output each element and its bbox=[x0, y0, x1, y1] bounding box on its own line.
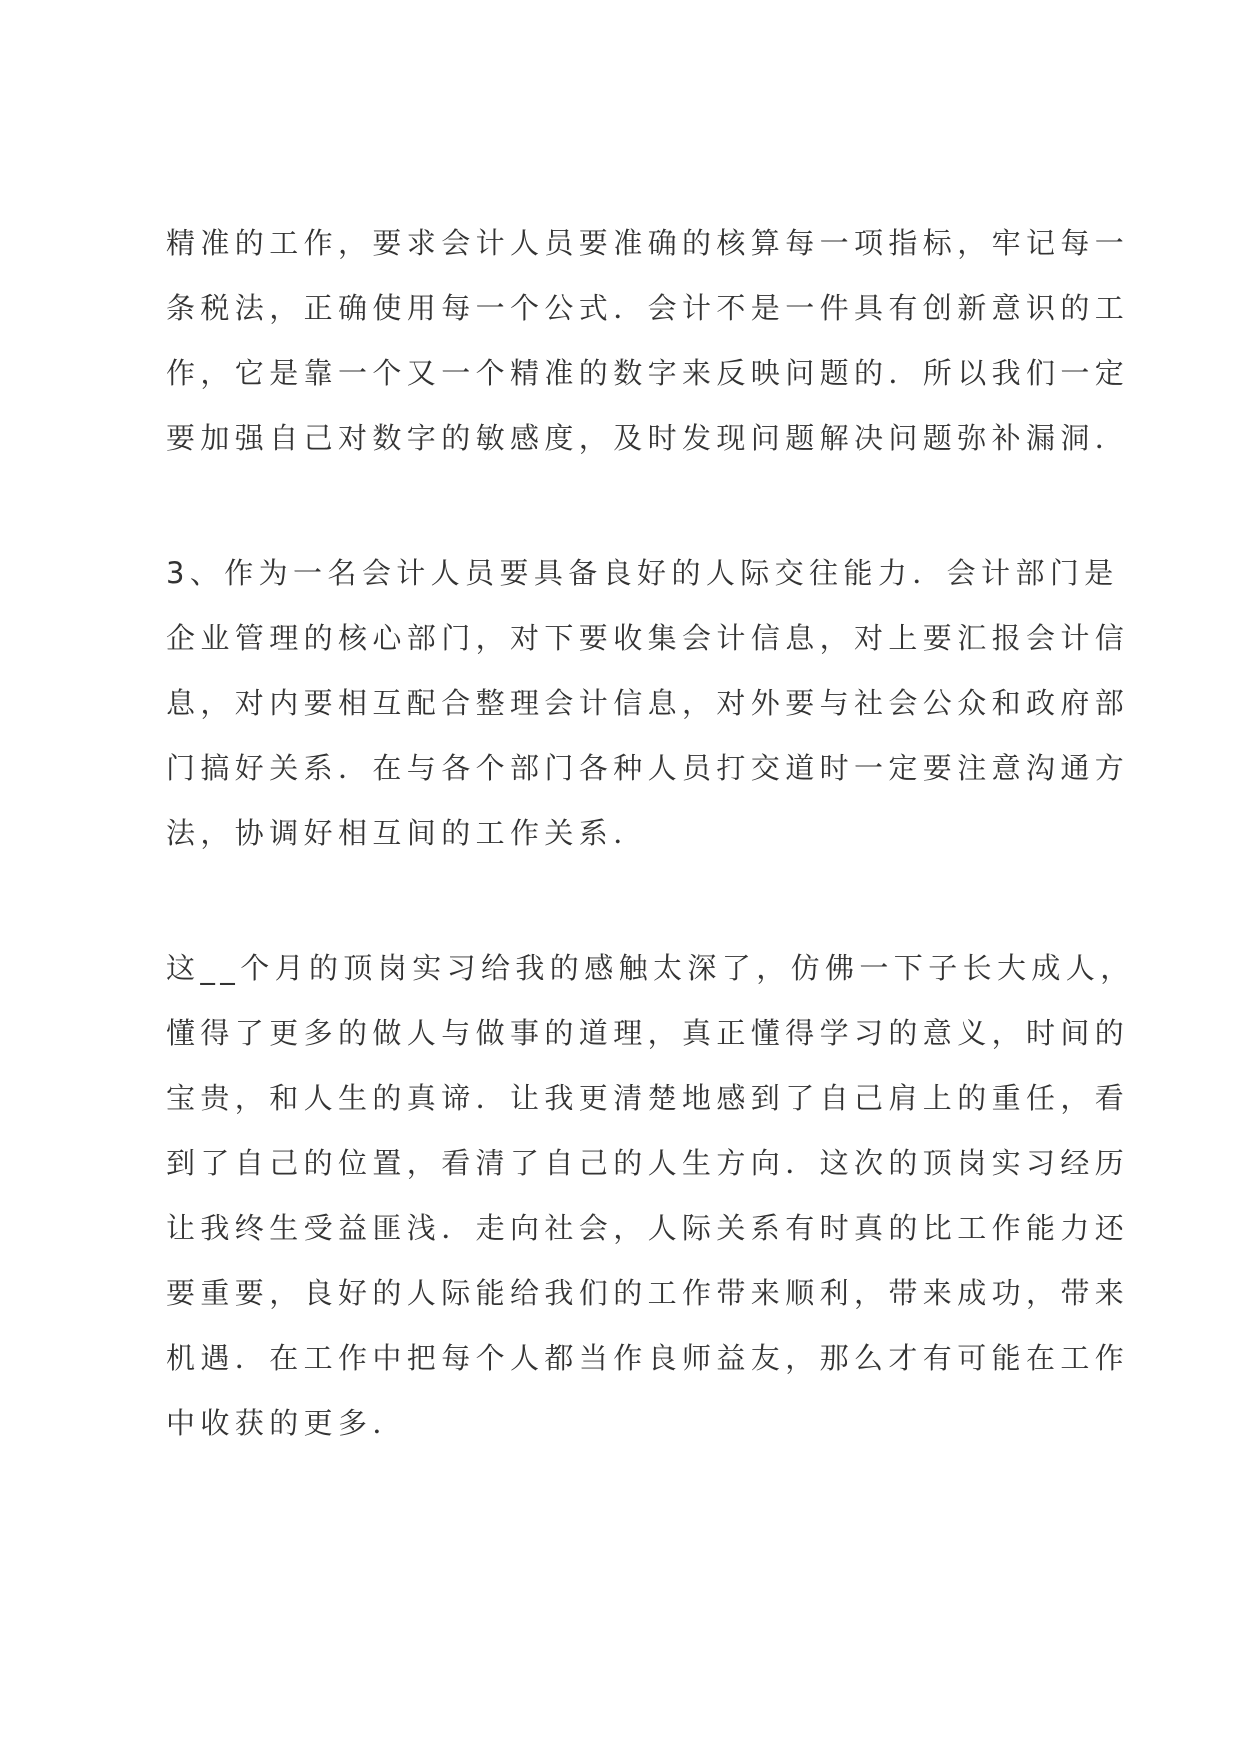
paragraph-3-line-5: 让我终生受益匪浅．走向社会，人际关系有时真的比工作能力还 bbox=[166, 1211, 1130, 1245]
paragraph-3-line-8: 中收获的更多． bbox=[166, 1406, 407, 1440]
paragraph-1-line-2: 条税法，正确使用每一个公式．会计不是一件具有创新意识的工 bbox=[166, 291, 1130, 325]
paragraph-2-line-4: 门搞好关系．在与各个部门各种人员打交道时一定要注意沟通方 bbox=[166, 751, 1130, 785]
paragraph-3-line-6: 要重要，良好的人际能给我们的工作带来顺利，带来成功，带来 bbox=[166, 1276, 1130, 1310]
paragraph-3-line-3: 宝贵，和人生的真谛．让我更清楚地感到了自己肩上的重任，看 bbox=[166, 1081, 1130, 1115]
paragraph-1-line-3: 作，它是靠一个又一个精准的数字来反映问题的．所以我们一定 bbox=[166, 356, 1130, 390]
paragraph-1-line-1: 精准的工作，要求会计人员要准确的核算每一项指标，牢记每一 bbox=[166, 226, 1130, 260]
paragraph-2-line-5: 法，协调好相互间的工作关系． bbox=[166, 816, 648, 850]
paragraph-3-line-4: 到了自己的位置，看清了自己的人生方向．这次的顶岗实习经历 bbox=[166, 1146, 1130, 1180]
paragraph-2-line-3: 息，对内要相互配合整理会计信息，对外要与社会公众和政府部 bbox=[166, 686, 1130, 720]
paragraph-3-line-2: 懂得了更多的做人与做事的道理，真正懂得学习的意义，时间的 bbox=[166, 1016, 1130, 1050]
paragraph-2-line-2: 企业管理的核心部门，对下要收集会计信息，对上要汇报会计信 bbox=[166, 621, 1130, 655]
paragraph-1-line-4: 要加强自己对数字的敏感度，及时发现问题解决问题弥补漏洞． bbox=[166, 421, 1130, 455]
paragraph-2-line-1: 3、作为一名会计人员要具备良好的人际交往能力．会计部门是 bbox=[166, 556, 1119, 590]
paragraph-3-line-7: 机遇．在工作中把每个人都当作良师益友，那么才有可能在工作 bbox=[166, 1341, 1130, 1375]
paragraph-3-line-1: 这__个月的顶岗实习给我的感触太深了，仿佛一下子长大成人， bbox=[166, 951, 1135, 985]
